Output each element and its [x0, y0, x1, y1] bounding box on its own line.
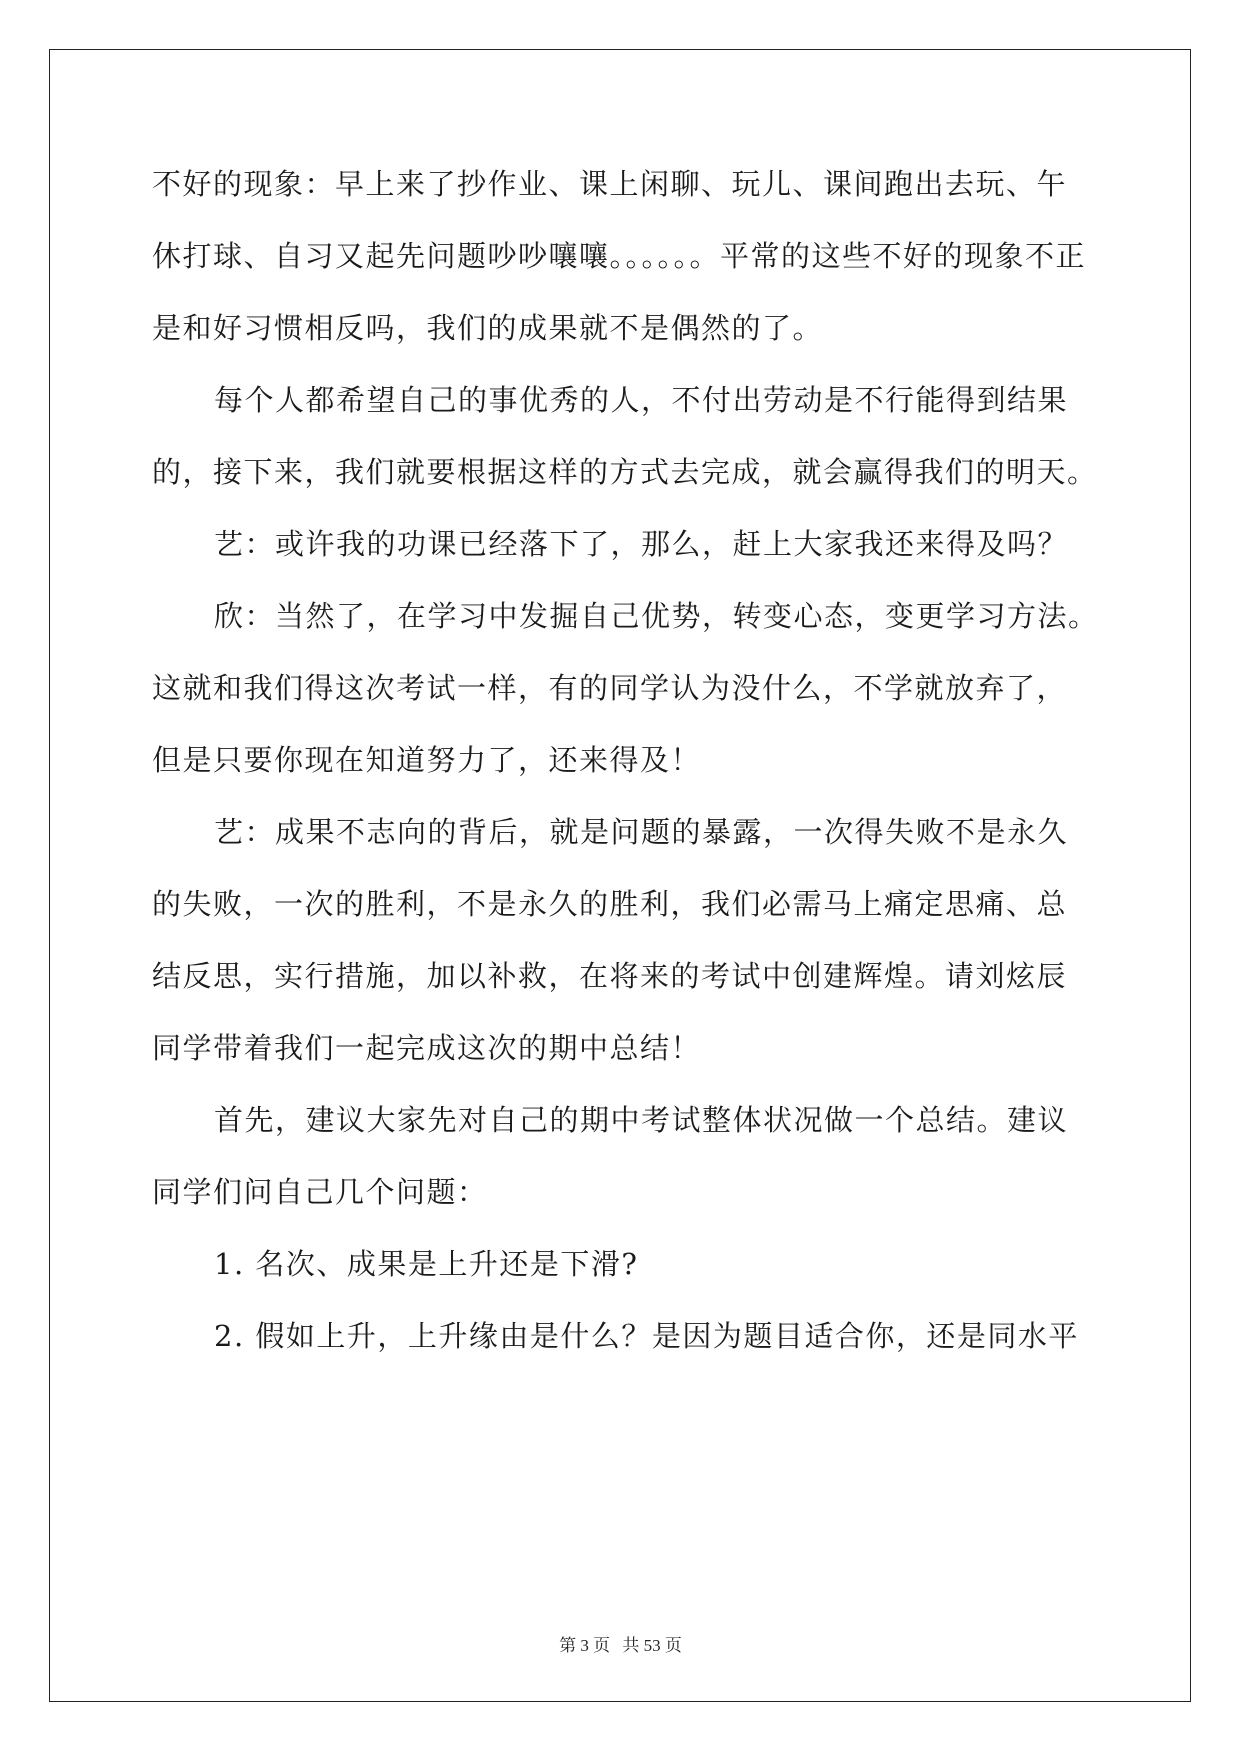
- text-line: 同学们问自己几个问题：: [152, 1175, 488, 1209]
- text-line: 的失败，一次的胜利，不是永久的胜利，我们必需马上痛定思痛、总: [152, 887, 1068, 921]
- list-item: 2. 假如上升，上升缘由是什么？是因为题目适合你，还是同水平: [214, 1319, 1079, 1353]
- text-line: 每个人都希望自己的事优秀的人，不付出劳动是不行能得到结果: [214, 383, 1069, 417]
- page-footer: [0, 1631, 1241, 1656]
- text-line: 同学带着我们一起完成这次的期中总结！: [152, 1031, 702, 1065]
- text-line: 艺：成果不志向的背后，就是问题的暴露，一次得失败不是永久: [214, 815, 1069, 849]
- text-line: 休打球、自习又起先问题吵吵嚷嚷。。。。。。平常的这些不好的现象不正: [152, 239, 1087, 273]
- list-item: 1. 名次、成果是上升还是下滑?: [214, 1247, 639, 1281]
- text-line: 不好的现象：早上来了抄作业、课上闲聊、玩儿、课间跑出去玩、午: [152, 167, 1068, 201]
- text-line: 这就和我们得这次考试一样，有的同学认为没什么，不学就放弃了，: [152, 671, 1068, 705]
- page-total: 共 53 页: [622, 1636, 682, 1655]
- page-number: 第 3 页: [559, 1636, 611, 1655]
- text-line: 首先，建议大家先对自己的期中考试整体状况做一个总结。建议: [214, 1103, 1069, 1137]
- text-line: 结反思，实行措施，加以补救，在将来的考试中创建辉煌。请刘炫辰: [152, 959, 1068, 993]
- text-line: 是和好习惯相反吗，我们的成果就不是偶然的了。: [152, 311, 824, 345]
- text-line: 但是只要你现在知道努力了，还来得及！: [152, 743, 702, 777]
- text-line: 欣：当然了，在学习中发掘自己优势，转变心态，变更学习方法。: [214, 599, 1099, 633]
- text-line: 艺：或许我的功课已经落下了，那么，赶上大家我还来得及吗？: [214, 527, 1069, 561]
- document-body: [152, 160, 1099, 1384]
- text-line: 的，接下来，我们就要根据这样的方式去完成，就会赢得我们的明天。: [152, 455, 1098, 489]
